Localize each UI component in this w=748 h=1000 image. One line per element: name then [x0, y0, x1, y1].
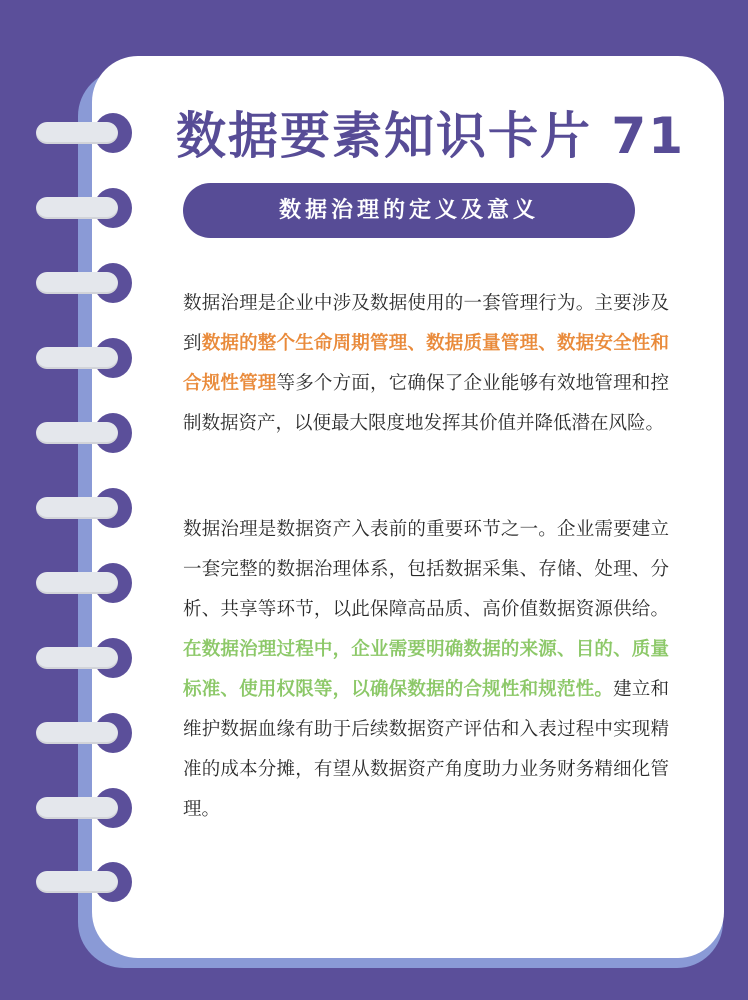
binder-ring	[36, 862, 132, 902]
binder-ring	[36, 488, 132, 528]
paragraph-text: 建立和维护数据血缘有助于后续数据资产评估和入表过程中实现精准的成本分摊，有望从数据资产角度助力业务财务精细化管理。	[183, 679, 669, 820]
binder-ring	[36, 788, 132, 828]
paragraph-text: 数据治理是数据资产入表前的重要环节之一。企业需要建立一套完整的数据治理体系，包括数据采集、存储、处理、分析、共享等环节，以此保障高品质、高价值数据资源供给。	[183, 519, 669, 620]
card-subtitle: 数据治理的定义及意义	[183, 183, 635, 238]
binder-ring	[36, 188, 132, 228]
binder-ring	[36, 263, 132, 303]
binder-ring	[36, 113, 132, 153]
highlight-orange: 数据的整个生命周期管理、数据质量管理、数据安全性和合规性管理	[183, 333, 669, 394]
paragraph-text: 等多个方面，它确保了企业能够有效地管理和控制数据资产，以便最大限度地发挥其价值并降低潜在风险。	[183, 373, 669, 434]
binder-ring	[36, 638, 132, 678]
binder-ring	[36, 713, 132, 753]
paragraph-text: 数据治理是企业中涉及数据使用的一套管理行为。主要涉及到	[183, 293, 669, 354]
paragraph-significance	[183, 510, 669, 830]
binder-ring	[36, 563, 132, 603]
binder-ring	[36, 338, 132, 378]
card-title: 数据要素知识卡片 71	[176, 107, 685, 165]
highlight-green: 在数据治理过程中，企业需要明确数据的来源、目的、质量标准、使用权限等，以确保数据的合规性和规范性。	[183, 639, 669, 700]
binder-ring	[36, 413, 132, 453]
paragraph-definition	[183, 284, 669, 444]
